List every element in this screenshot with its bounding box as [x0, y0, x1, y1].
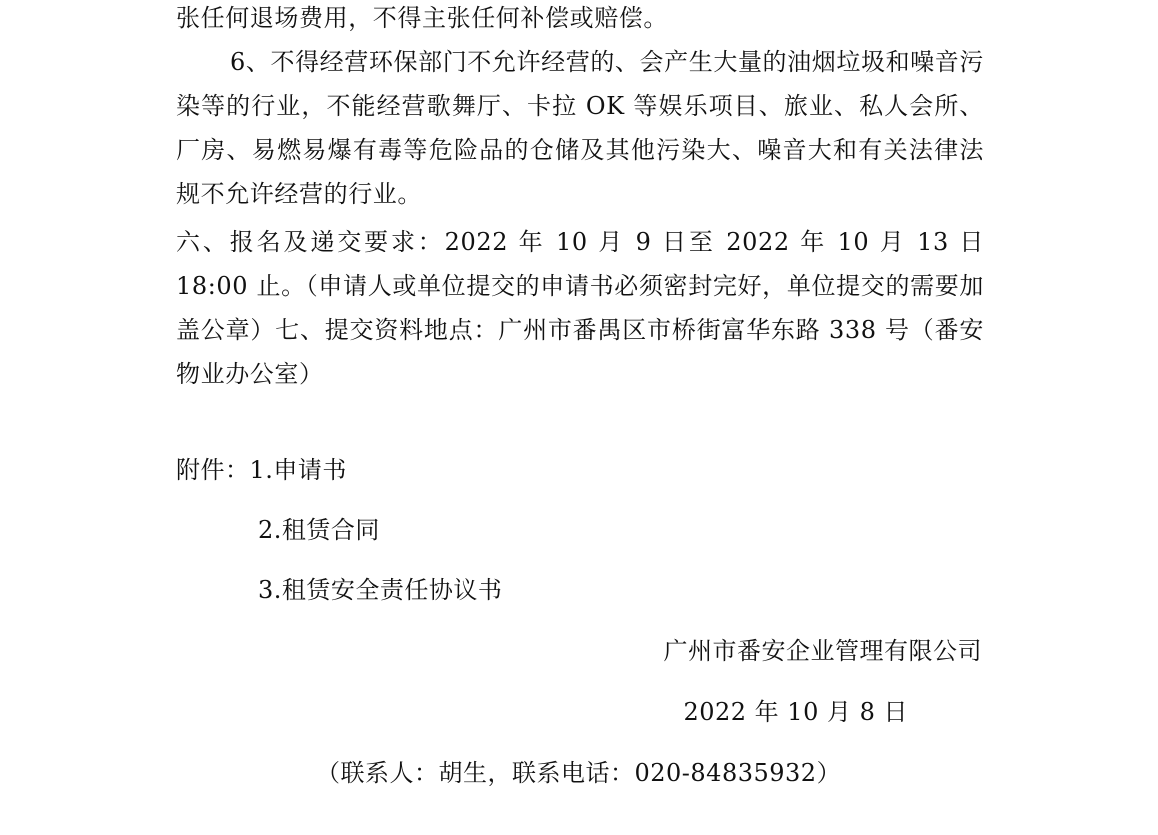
signature-date: 2022 年 10 月 8 日: [683, 698, 908, 726]
paragraph-compensation-tail: 张任何退场费用，不得主张任何补偿或赔偿。: [176, 4, 668, 32]
paragraph-item-6: 6、不得经营环保部门不允许经营的、会产生大量的油烟垃圾和噪音污染等的行业，不能经营歌舞厅、卡拉 OK 等娱乐项目、旅业、私人会所、厂房、易燃易爆有毒等危险品的仓储及其他污染大、噪音大和有关法律法规不允许经营的行业。: [176, 48, 984, 208]
contact-info: （联系人：胡生，联系电话：020-84835932）: [316, 759, 842, 787]
attachment-item-3: 3.租赁安全责任协议书: [258, 576, 503, 604]
paragraph-section-6-submission: 六、报名及递交要求：2022 年 10 月 9 日至 2022 年 10 月 13 日 18:00 止。（申请人或单位提交的申请书必须密封完好，单位提交的需要加盖公章）七、提交资料地点：广州市番禺区市桥街富华东路 338 号（番安物业办公室）: [176, 228, 984, 388]
attachments-label: 附件：1.申请书: [176, 456, 347, 484]
company-signature: 广州市番安企业管理有限公司: [663, 637, 982, 665]
attachment-item-2: 2.租赁合同: [258, 516, 380, 544]
